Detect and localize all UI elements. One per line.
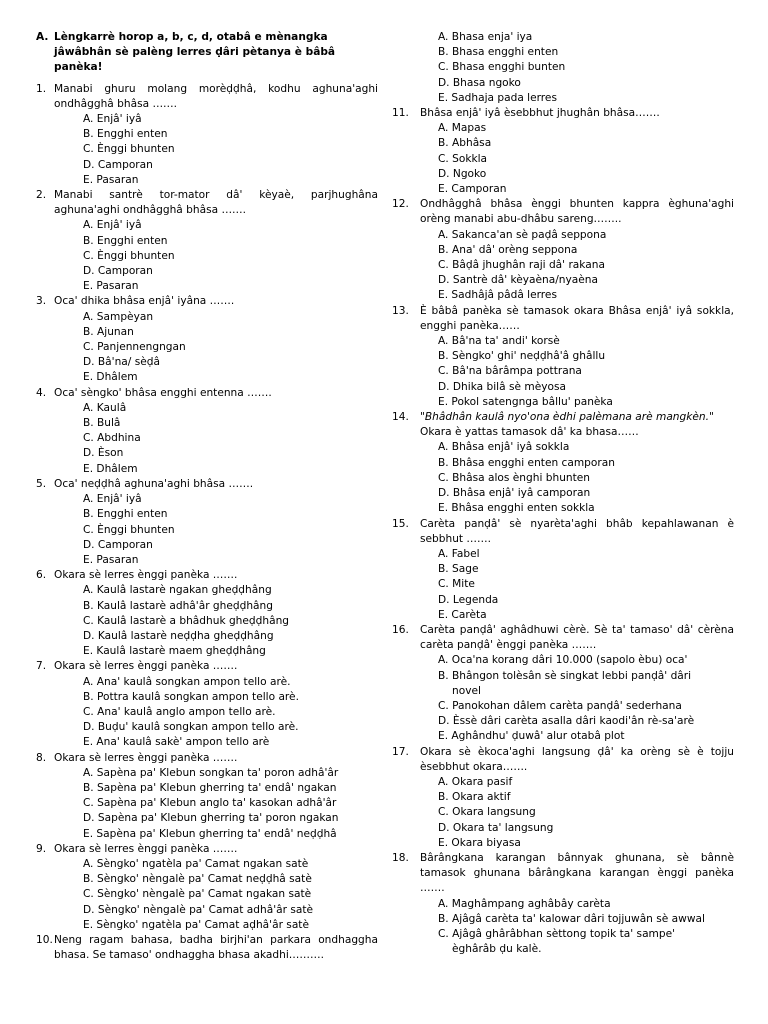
option-c: C. Kaulâ lastarè a bhâdhuk gheḍḍhâng: [83, 614, 290, 627]
question-8: [36, 751, 378, 842]
option-e: E. Sadhaja pada lerres: [438, 91, 557, 104]
option-d: D. Legenda: [438, 593, 499, 606]
option-a: A. Maghâmpang aghâbây carèta: [438, 897, 611, 910]
option-d: D. Bhasa ngoko: [438, 76, 521, 89]
question-text: Okara sè lerres ènggi panèka …….: [54, 660, 238, 673]
option-b: B. Bhângon tolèsân sè singkat lebbi panḍâ' dâri: [438, 669, 692, 682]
question-number: 18.: [392, 851, 409, 864]
question-row: [36, 751, 378, 766]
question-number: 4.: [36, 386, 47, 399]
question-text: Bârângkana karangan bânnyak ghunana, sè bânnè tamasok ghunana bârângkana karangan ènggi panèka …….: [420, 851, 734, 895]
question-text: Okara sè lerres ènggi panèka …….: [54, 751, 238, 764]
option-c: C. Ènggi bhunten: [83, 249, 175, 262]
left-question-list: [36, 82, 378, 964]
option-a: A. Sapèna pa' Klebun songkan ta' poron adhâ'âr: [83, 766, 339, 779]
question-18: [392, 851, 734, 957]
option-d: D. Ngoko: [438, 167, 487, 180]
option-a: A. Sampèyan: [83, 310, 154, 323]
question-row: [36, 477, 378, 492]
right-question-list: [392, 106, 734, 957]
option-c: C. Bâ'na bârâmpa pottrana: [438, 365, 582, 378]
option-e: E. Sapèna pa' Klebun gherring ta' endâ' neḍḍhâ: [83, 827, 337, 840]
question-14: [392, 410, 734, 516]
question-text: Okara sè èkoca'aghi langsung ḍâ' ka orèng sè è tojju èsebbhut okara…….: [420, 745, 734, 773]
option-c: C. Sokkla: [438, 152, 488, 165]
option-b: B. Pottra kaulâ songkan ampon tello arè.: [83, 690, 299, 703]
option-d: D. Camporan: [83, 265, 153, 278]
question-text: Oca' dhika bhâsa enjâ' iyâna …….: [54, 295, 235, 308]
question-row: [392, 623, 734, 653]
question-text: Okara sè lerres ènggi panèka …….: [54, 842, 238, 855]
option-e: E. Pasaran: [83, 173, 139, 186]
option-e: E. Kaulâ lastarè maem gheḍḍhâng: [83, 645, 266, 658]
option-b: B. Sèngko' nèngalè pa' Camat neḍḍhâ satè: [83, 873, 312, 886]
question-row: [392, 851, 734, 897]
instruction-text: Lèngkarrè horop a, b, c, d, otabâ e mènangka jâwâbhân sè palèng lerres ḍâri pètanya è bâbâ panèka!: [54, 31, 336, 74]
question-row: [36, 188, 378, 218]
question-text: Manabi ghuru molang morèḍḍhâ, kodhu aghuna'aghi ondhâgghâ bhâsa …….: [54, 82, 378, 110]
option-c: C. Bhasa engghi bunten: [438, 61, 566, 74]
option-d: D. Santrè dâ' kèyaèna/nyaèna: [438, 274, 599, 287]
question-number: 3.: [36, 295, 47, 308]
question-6: [36, 568, 378, 659]
option-c: C. Bâḍâ jhughân raji dâ' rakana: [438, 259, 605, 272]
option-a: A. Bâ'na ta' andi' korsè: [438, 335, 560, 348]
question-row: [36, 659, 378, 674]
option-a: A. Enjâ' iyâ: [83, 219, 142, 232]
option-a: A. Oca'na korang dâri 10.000 (sapolo èbu) oca': [438, 654, 688, 667]
option-b: B. Ajâgâ carèta ta' kalowar dâri tojjuwân sè awwal: [438, 912, 705, 925]
option-c: C. Ènggi bhunten: [83, 523, 175, 536]
option-e: E. Pokol satengnga bâllu' panèka: [438, 395, 613, 408]
question-text: Okara sè lerres ènggi panèka …….: [54, 569, 238, 582]
option-b: B. Engghi enten: [83, 234, 168, 247]
option-b: B. Okara aktif: [438, 791, 511, 804]
question-number: 13.: [392, 304, 409, 317]
question-4: [36, 386, 378, 477]
option-c: C. Ajâgâ ghârâbhan sèttong topik ta' sampe': [438, 927, 676, 940]
option-b: B. Engghi enten: [83, 508, 168, 521]
option-d: D. Èson: [83, 447, 124, 460]
option-c: C. Panjennengngan: [83, 341, 186, 354]
question-number: 1.: [36, 82, 47, 95]
option-a: A. Fabel: [438, 547, 480, 560]
option-d: D. Dhika bilâ sè mèyosa: [438, 380, 566, 393]
option-a: A. Sakanca'an sè paḍâ seppona: [438, 228, 607, 241]
option-e: E. Carèta: [438, 608, 487, 621]
option-b: B. Sage: [438, 563, 479, 576]
question-number: 2.: [36, 189, 47, 202]
option-d: D. Bâ'na/ sèḍâ: [83, 356, 160, 369]
question-text: Neng ragam bahasa, badha birjhi'an parkara ondhaggha bhasa. Se tamaso' ondhaggha bhasa akadhi……….: [54, 933, 378, 962]
option-continuation: novel: [452, 684, 481, 697]
option-a: A. Enjâ' iyâ: [83, 113, 142, 126]
option-b: B. Ana' dâ' orèng seppona: [438, 243, 578, 256]
option-c: C. Ènggi bhunten: [83, 143, 175, 156]
question-text: "Bhâdhân kaulâ nyo'ona èdhi palèmana arè mangkèn." Okara è yattas tamasok dâ' ka bhasa……: [420, 411, 714, 439]
option-d: D. Okara ta' langsung: [438, 821, 554, 834]
question-text: Carèta panḍâ' aghâdhuwi cèrè. Sè ta' tamaso' dâ' cèrèna carèta panḍâ' ènggi panèka …….: [420, 623, 734, 652]
question-2: [36, 188, 378, 294]
option-a: A. Bhasa enja' iya: [438, 31, 533, 43]
option-d: D. Camporan: [83, 538, 153, 551]
question-9: [36, 842, 378, 933]
question-12: [392, 197, 734, 303]
question-row: [36, 294, 378, 309]
option-e: E. Bhâsa engghi enten sokkla: [438, 502, 595, 515]
option-d: D. Camporan: [83, 158, 153, 171]
left-column: [36, 30, 378, 963]
question-number: 17.: [392, 745, 409, 758]
option-e: E. Ana' kaulâ sakè' ampon tello arè: [83, 736, 270, 749]
question-row: [392, 410, 734, 440]
question-row: [392, 106, 734, 121]
question-number: 6.: [36, 569, 47, 582]
option-d: D. Sèngko' nèngalè pa' Camat adhâ'âr satè: [83, 903, 314, 916]
option-b: B. Sapèna pa' Klebun gherring ta' endâ' ngakan: [83, 781, 337, 794]
option-b: B. Bhâsa engghi enten camporan: [438, 456, 615, 469]
question-10-options: [392, 30, 734, 106]
question-text: Bhâsa enjâ' iyâ èsebbhut jhughân bhâsa…….: [420, 107, 660, 120]
option-e: E. Sèngko' ngatèla pa' Camat aḍhâ'âr satè: [83, 918, 309, 931]
option-a: A. Kaulâ: [83, 401, 127, 414]
question-text: Ondhâgghâ bhâsa ènggi bhunten kappra èghuna'aghi orèng manabi abu-dhâbu sareng……..: [420, 198, 734, 226]
option-e: E. Dhâlem: [83, 462, 138, 475]
question-13: [392, 304, 734, 410]
option-a: A. Okara pasif: [438, 775, 513, 788]
question-16: [392, 623, 734, 745]
option-continuation: èghârâb ḍu kalè.: [452, 943, 542, 956]
option-d: D. Sapèna pa' Klebun gherring ta' poron ngakan: [83, 812, 339, 825]
option-a: A. Sèngko' ngatèla pa' Camat ngakan satè: [83, 857, 309, 870]
option-c: C. Sèngko' nèngalè pa' Camat ngakan satè: [83, 888, 312, 901]
option-c: C. Bhâsa alos ènghi bhunten: [438, 471, 591, 484]
option-c: C. Okara langsung: [438, 806, 536, 819]
question-text: Oca' sèngko' bhâsa engghi entenna …….: [54, 386, 272, 399]
question-row: [392, 304, 734, 334]
option-a: A. Mapas: [438, 122, 487, 135]
question-text: Manabi santrè tor-mator dâ' kèyaè, parjhughâna aghuna'aghi ondhâgghâ bhâsa …….: [54, 189, 378, 217]
question-number: 14.: [392, 411, 409, 424]
option-a: A. Bhâsa enjâ' iyâ sokkla: [438, 441, 570, 454]
instruction: [36, 30, 378, 76]
question-number: 8.: [36, 751, 47, 764]
option-b: B. Kaulâ lastarè adhâ'âr gheḍḍhâng: [83, 599, 273, 612]
question-11: [392, 106, 734, 197]
question-5: [36, 477, 378, 568]
question-row: [392, 517, 734, 547]
option-a: A. Enjâ' iyâ: [83, 493, 142, 506]
option-b: B. Abhâsa: [438, 137, 492, 150]
question-text: È bâbâ panèka sè tamasok okara Bhâsa enjâ' iyâ sokkla, engghi panèka……: [420, 304, 734, 332]
question-text: Oca' neḍḍhâ aghuna'aghi bhâsa …….: [54, 477, 254, 490]
right-column: [392, 30, 734, 957]
option-e: E. Aghândhu' ḍuwâ' alur otabâ plot: [438, 730, 625, 743]
option-c: C. Sapèna pa' Klebun anglo ta' kasokan adhâ'âr: [83, 797, 337, 810]
option-b: B. Engghi enten: [83, 128, 168, 141]
option-a: A. Ana' kaulâ songkan ampon tello arè.: [83, 675, 291, 688]
question-7: [36, 659, 378, 750]
option-d: D. Buḍu' kaulâ songkan ampon tello arè.: [83, 721, 299, 734]
option-b: B. Bulâ: [83, 417, 121, 430]
question-row: [392, 745, 734, 775]
question-row: [36, 842, 378, 857]
option-e: E. Camporan: [438, 183, 507, 196]
question-number: 11.: [392, 107, 409, 120]
question-row: [36, 933, 378, 963]
question-text: Carèta panḍâ' sè nyarèta'aghi bhâb kepahlawanan è sebbhut …….: [420, 517, 734, 545]
question-quote: "Bhâdhân kaulâ nyo'ona èdhi palèmana arè mangkèn.": [420, 411, 714, 424]
question-number: 7.: [36, 660, 47, 673]
question-number: 5.: [36, 477, 47, 490]
option-b: B. Ajunan: [83, 325, 134, 338]
question-row: [36, 568, 378, 583]
option-d: D. Èssè dâri carèta asalla dâri kaodi'ân rè-sa'arè: [438, 715, 695, 728]
option-c: C. Ana' kaulâ anglo ampon tello arè.: [83, 705, 276, 718]
question-row: [392, 197, 734, 227]
option-d: D. Bhâsa enjâ' iyâ camporan: [438, 487, 591, 500]
question-number: 12.: [392, 198, 409, 211]
option-e: E. Okara biyasa: [438, 836, 521, 849]
option-b: B. Sèngko' ghi' neḍḍhâ'â ghâllu: [438, 350, 606, 363]
question-number: 9.: [36, 842, 47, 855]
question-row: [36, 82, 378, 112]
question-number: 10.: [36, 933, 53, 946]
option-e: E. Pasaran: [83, 553, 139, 566]
question-row: [36, 386, 378, 401]
option-e: E. Sadhâjâ pâdâ lerres: [438, 289, 557, 302]
option-c: C. Abdhina: [83, 432, 141, 445]
option-b: B. Bhasa engghi enten: [438, 46, 559, 59]
question-number: 15.: [392, 517, 409, 530]
instruction-label: A.: [36, 31, 49, 43]
question-number: 16.: [392, 623, 409, 636]
option-c: C. Panokohan dâlem carèta panḍâ' sederhana: [438, 699, 682, 712]
option-d: D. Kaulâ lastarè neḍḍha gheḍḍhâng: [83, 629, 274, 642]
option-c: C. Mite: [438, 578, 475, 591]
option-a: A. Kaulâ lastarè ngakan gheḍḍhâng: [83, 584, 272, 597]
question-3: [36, 294, 378, 385]
question-1: [36, 82, 378, 188]
question-10: [36, 933, 378, 963]
question-15: [392, 517, 734, 623]
option-e: E. Pasaran: [83, 280, 139, 293]
question-17: [392, 745, 734, 851]
option-e: E. Dhâlem: [83, 371, 138, 384]
